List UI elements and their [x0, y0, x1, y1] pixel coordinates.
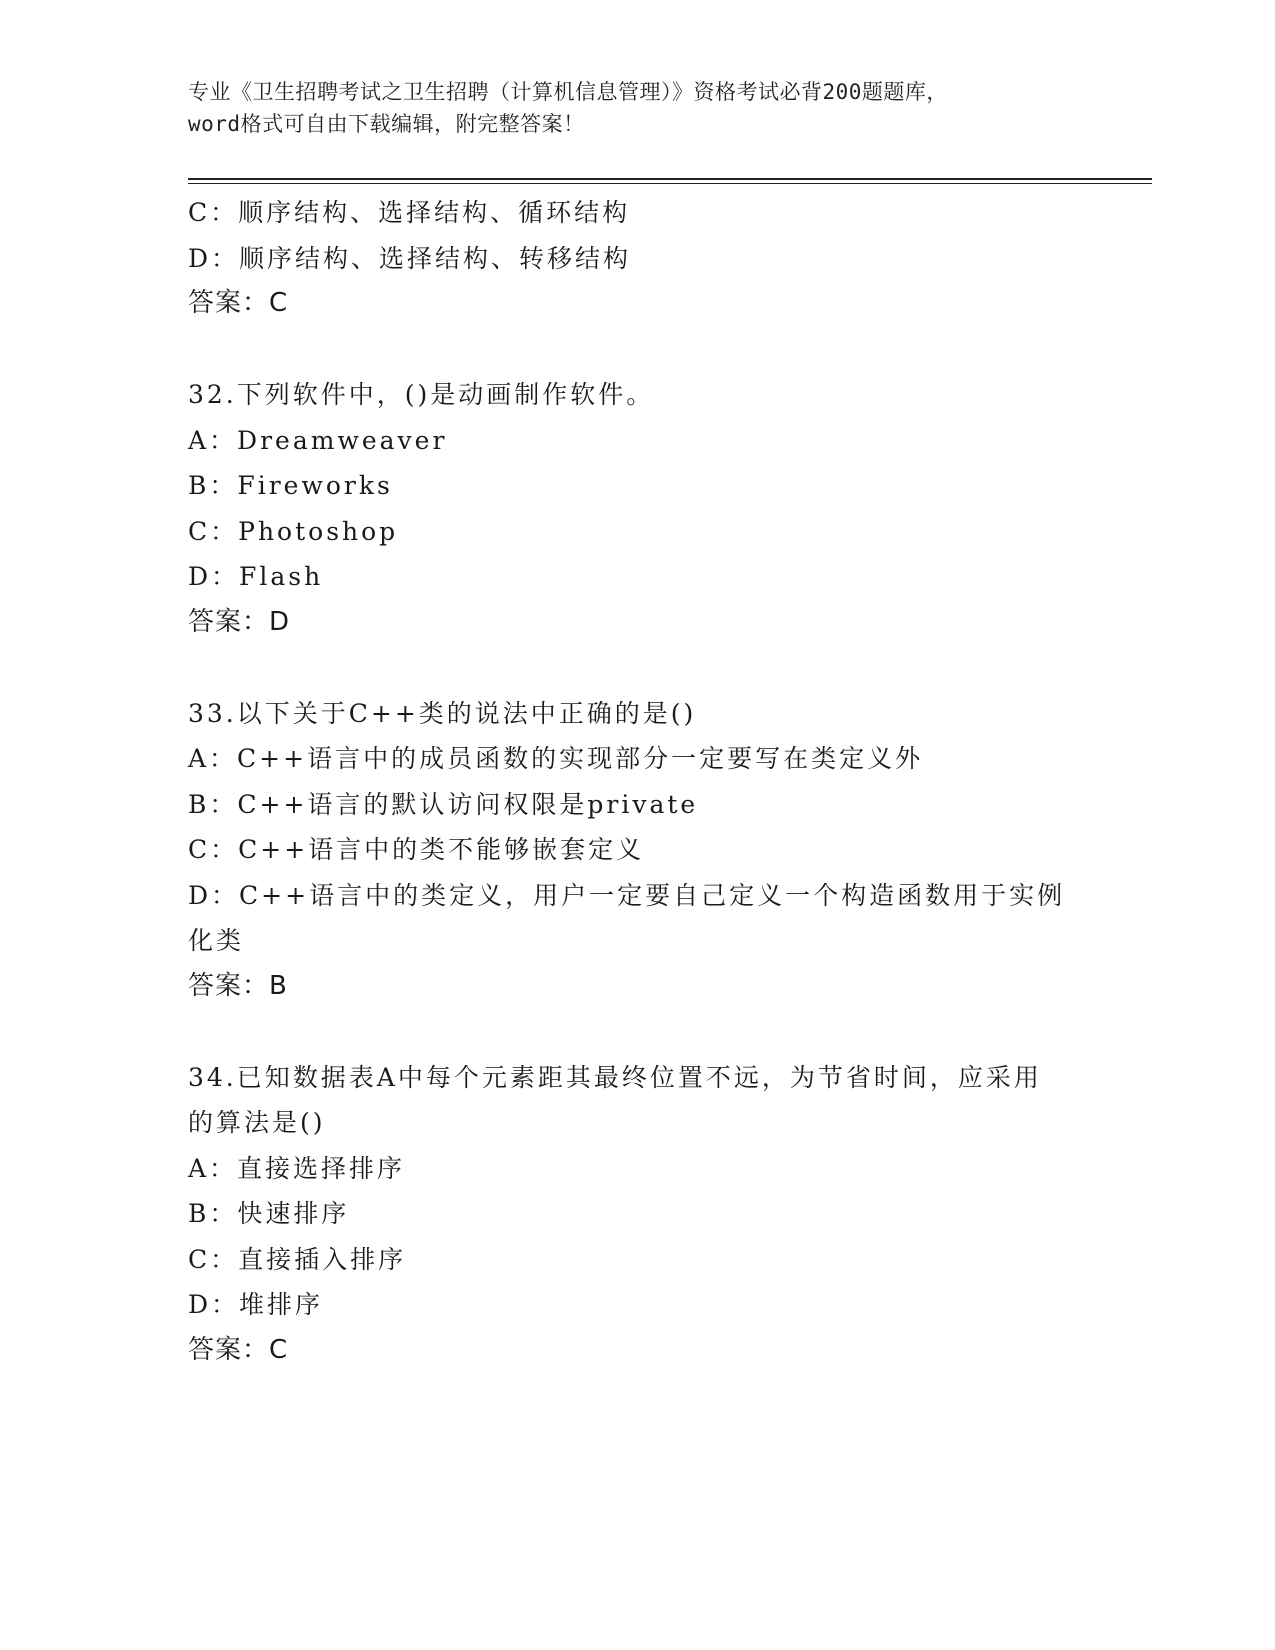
- option-b: B：快速排序: [188, 1199, 350, 1228]
- question-text: 32.下列软件中，()是动画制作软件。: [188, 380, 655, 409]
- answer-label: 答案：C: [188, 288, 289, 318]
- question-text-wrap: 的算法是(): [188, 1108, 326, 1137]
- option-a: A：Dreamweaver: [188, 425, 448, 455]
- option-d: D：Flash: [188, 562, 324, 591]
- option-a: A：直接选择排序: [188, 1153, 406, 1183]
- answer-label: 答案：B: [188, 970, 288, 1001]
- question-list: [188, 190, 1088, 1373]
- header-divider: [188, 178, 1152, 184]
- option-d: D：顺序结构、选择结构、转移结构: [188, 243, 632, 273]
- question-31-continued: [188, 190, 1088, 327]
- question-text: 34.已知数据表A中每个元素距其最终位置不远，为节省时间，应采用: [188, 1062, 1042, 1092]
- page-header: [188, 76, 1088, 140]
- question-text: 33.以下关于C++类的说法中正确的是(): [188, 698, 697, 728]
- option-d-wrap: 化类: [188, 926, 245, 955]
- option-b: B：Fireworks: [188, 471, 393, 500]
- option-c: C：顺序结构、选择结构、循环结构: [188, 198, 631, 227]
- option-a: A：C++语言中的成员函数的实现部分一定要写在类定义外: [188, 744, 924, 773]
- option-c: C：C++语言中的类不能够嵌套定义: [188, 835, 645, 864]
- header-title-line-2: word格式可自由下载编辑，附完整答案！: [188, 112, 585, 136]
- spacer: [188, 327, 1088, 373]
- spacer: [188, 645, 1088, 691]
- answer-label: 答案：C: [188, 1334, 289, 1365]
- header-title-line-1: 专业《卫生招聘考试之卫生招聘（计算机信息管理）》资格考试必背200题题库，: [188, 80, 948, 104]
- option-d: D：堆排序: [188, 1290, 324, 1319]
- option-d: D：C++语言中的类定义，用户一定要自己定义一个构造函数用于实例: [188, 880, 1066, 910]
- answer-label: 答案：D: [188, 606, 291, 637]
- option-b: B：C++语言的默认访问权限是private: [188, 789, 699, 819]
- option-c: C：Photoshop: [188, 516, 399, 546]
- question-33: [188, 691, 1088, 1010]
- question-32: [188, 372, 1088, 645]
- question-34: [188, 1055, 1088, 1374]
- option-c: C：直接插入排序: [188, 1244, 407, 1274]
- spacer: [188, 1009, 1088, 1055]
